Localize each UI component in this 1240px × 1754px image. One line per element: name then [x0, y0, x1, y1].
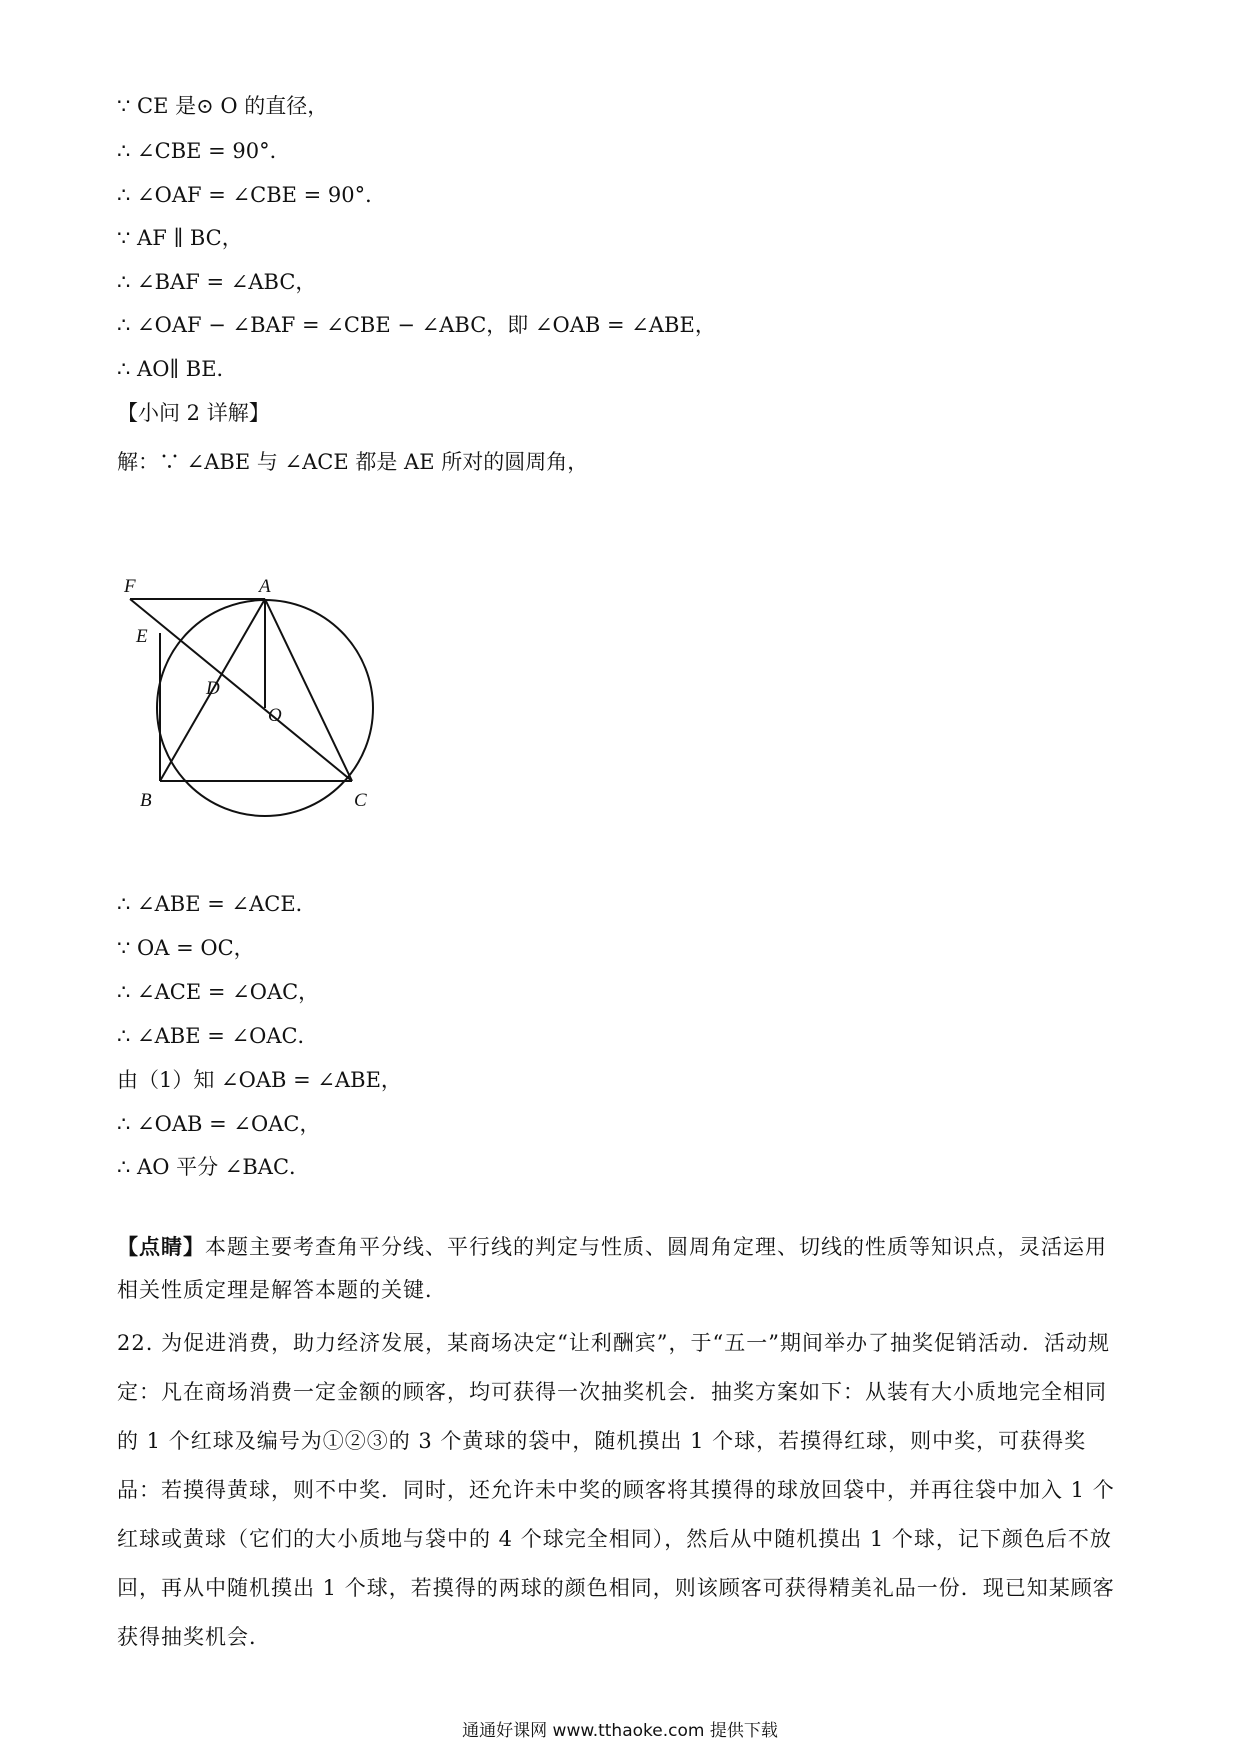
proof-line: ∴ ∠OAB = ∠OAC， — [117, 1112, 321, 1136]
segment-fc — [130, 599, 352, 781]
proof-line: ∵ OA = OC， — [117, 936, 255, 960]
label-d: D — [206, 678, 220, 699]
proof-line: ∴ ∠BAF = ∠ABC， — [117, 270, 317, 294]
label-b: B — [140, 790, 152, 811]
section-header: 【小问 2 详解】 — [117, 401, 270, 425]
geometry-figure — [110, 570, 410, 840]
proof-line: ∴ AO∥ BE． — [117, 357, 238, 381]
label-c: C — [354, 790, 367, 811]
proof-line: ∴ ∠ABE = ∠OAC． — [117, 1024, 319, 1048]
problem-22: 22. 为促进消费，助力经济发展，某商场决定“让利酬宾”，于“五一”期间举办了抽奖促销活动．活动规定：凡在商场消费一定金额的顾客，均可获得一次抽奖机会．抽奖方案如下：从装有大小质地完全相同的 1 个红球及编号为①②③的 3 个黄球的袋中，随机摸出 1 个球，若摸得红球，则中奖，可获得奖品：若摸得黄球，则不中奖．同时，还允许未中奖的顾客将其摸得的球放回袋中，并再往袋中加入 1 个红球或黄球（它们的大小质地与袋中的 4 个球完全相同），然后从中随机摸出 1 个球，记下颜色后不放回，再从中随机摸出 1 个球，若摸得的两球的颜色相同，则该顾客可获得精美礼品一份．现已知某顾客获得抽奖机会． — [117, 1331, 1115, 1649]
page-footer: 通通好课网 www.tthaoke.com 提供下载 — [462, 1721, 778, 1741]
label-f: F — [124, 576, 136, 597]
proof-line: ∴ ∠CBE = 90°． — [117, 139, 291, 163]
proof-line: ∴ AO 平分 ∠BAC． — [117, 1155, 311, 1179]
comment-paragraph — [117, 1225, 1127, 1312]
segment-ac — [265, 599, 352, 781]
solution-intro: 解：∵ ∠ABE 与 ∠ACE 都是 AE 所对的圆周角， — [117, 450, 589, 474]
proof-line: 由（1）知 ∠OAB = ∠ABE， — [117, 1068, 402, 1092]
label-a: A — [259, 576, 271, 597]
proof-line: ∵ CE 是⊙ O 的直径， — [117, 94, 329, 118]
proof-line: ∴ ∠OAF = ∠CBE = 90°． — [117, 183, 387, 207]
proof-line: ∵ AF ∥ BC， — [117, 226, 243, 250]
proof-line: ∴ ∠ACE = ∠OAC， — [117, 980, 320, 1004]
proof-line: ∴ ∠OAF − ∠BAF = ∠CBE − ∠ABC，即 ∠OAB = ∠ABE， — [117, 313, 716, 337]
comment-tag: 【点睛】 — [117, 1234, 205, 1259]
comment-text: 本题主要考查角平分线、平行线的判定与性质、圆周角定理、切线的性质等知识点，灵活运用相关性质定理是解答本题的关键． — [117, 1235, 1107, 1302]
label-e: E — [136, 626, 148, 647]
label-o: O — [268, 705, 282, 726]
proof-line: ∴ ∠ABE = ∠ACE． — [117, 892, 317, 916]
